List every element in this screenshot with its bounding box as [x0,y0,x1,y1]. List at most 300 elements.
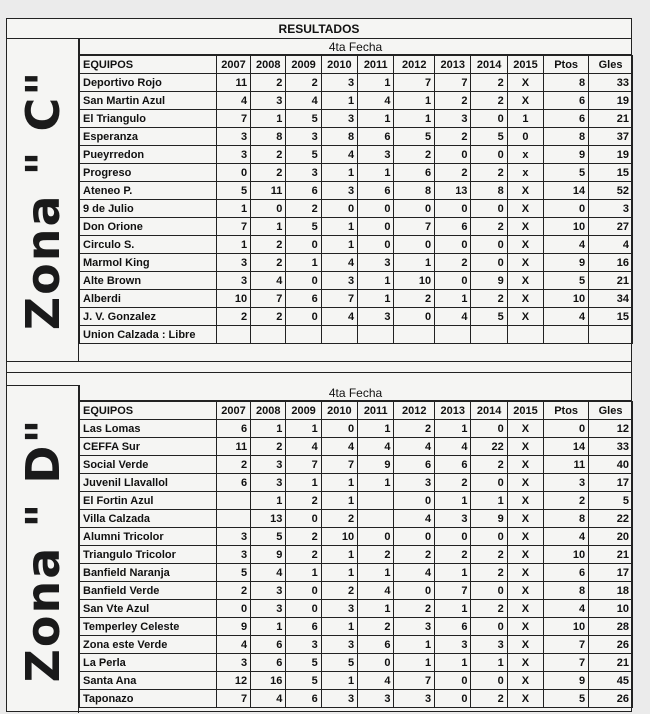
table-cell: 4 [251,272,286,290]
table-cell: 4 [321,308,357,326]
table-cell: 21 [589,654,633,672]
column-header: 2010 [321,56,357,74]
table-cell: 9 [471,510,507,528]
table-cell: 3 [251,92,286,110]
table-cell: 8 [251,128,286,146]
table-row [80,128,633,146]
table-cell: X [507,546,543,564]
table-cell: 1 [286,254,321,272]
table-cell: 2 [435,164,471,182]
table-cell: 3 [471,636,507,654]
table-cell: 3 [435,510,471,528]
table-cell: 0 [471,528,507,546]
table-cell: 4 [394,438,435,456]
table-cell: 0 [394,528,435,546]
table-cell: 0 [471,254,507,272]
table-cell: 4 [216,92,250,110]
table-cell [358,326,394,344]
table-cell: 6 [358,182,394,200]
team-name: Temperley Celeste [80,618,217,636]
table-cell: 3 [286,128,321,146]
table-cell: 3 [544,474,589,492]
column-header: 2007 [216,56,250,74]
table-cell: 0 [394,200,435,218]
table-cell: 21 [589,546,633,564]
table-cell: 4 [321,146,357,164]
column-header: 2008 [251,402,286,420]
table-row [80,272,633,290]
table-cell: 1 [321,164,357,182]
table-cell: 2 [471,690,507,708]
table-cell: 0 [321,200,357,218]
table-cell: 2 [321,510,357,528]
table-cell: 6 [394,456,435,474]
table-cell: 3 [435,636,471,654]
table-cell: X [507,74,543,92]
table-cell: 0 [544,420,589,438]
table-cell: 6 [394,164,435,182]
table-cell: 52 [589,182,633,200]
table-cell: 6 [435,218,471,236]
zone-separator [7,361,631,373]
table-cell: 3 [251,456,286,474]
table-cell: 6 [358,636,394,654]
column-header: 2015 [507,402,543,420]
table-cell: 4 [589,236,633,254]
table-cell: 1 [471,492,507,510]
zone-c-header-row [80,56,633,74]
table-cell: 2 [358,618,394,636]
zone-d-header-row [80,402,633,420]
team-name: Triangulo Tricolor [80,546,217,564]
zone-d-fecha: 4ta Fecha [79,385,631,401]
table-cell: 1 [321,564,357,582]
table-cell: 6 [544,92,589,110]
table-cell [358,510,394,528]
column-header: Gles [589,402,633,420]
table-cell: 14 [544,438,589,456]
table-cell: 1 [435,564,471,582]
table-cell: 3 [321,182,357,200]
table-cell: 12 [589,420,633,438]
table-cell: 19 [589,92,633,110]
table-cell: 2 [251,254,286,272]
table-cell: 6 [544,110,589,128]
table-cell: 4 [358,582,394,600]
table-cell: 10 [321,528,357,546]
table-cell: X [507,528,543,546]
team-name: Circulo S. [80,236,217,254]
table-cell: 45 [589,672,633,690]
table-cell: X [507,510,543,528]
table-cell: 3 [321,110,357,128]
table-row [80,528,633,546]
table-row [80,164,633,182]
table-cell: 2 [435,254,471,272]
table-cell: 1 [507,110,543,128]
table-cell: X [507,272,543,290]
table-cell: 1 [435,654,471,672]
table-cell: 8 [321,128,357,146]
table-cell: 0 [435,528,471,546]
table-cell: 21 [589,110,633,128]
table-cell: 1 [251,110,286,128]
table-cell: 9 [358,456,394,474]
table-cell: 2 [471,164,507,182]
table-cell: 2 [216,308,250,326]
team-name: Zona este Verde [80,636,217,654]
table-cell: 7 [251,290,286,308]
table-cell: 3 [435,110,471,128]
table-cell: 2 [216,582,250,600]
table-cell: 8 [394,182,435,200]
table-row [80,326,633,344]
table-cell: 5 [544,164,589,182]
table-cell: 2 [471,290,507,308]
table-cell: 1 [216,236,250,254]
table-cell: 8 [471,182,507,200]
table-cell: 6 [435,456,471,474]
table-cell: 0 [471,420,507,438]
table-cell: 40 [589,456,633,474]
table-cell: 3 [358,308,394,326]
column-header: 2011 [358,56,394,74]
table-row [80,564,633,582]
table-cell [435,326,471,344]
table-cell: 1 [435,492,471,510]
table-row [80,654,633,672]
table-row [80,456,633,474]
team-name: Alberdi [80,290,217,308]
table-cell: X [507,600,543,618]
table-cell: 8 [544,582,589,600]
table-cell: 1 [321,92,357,110]
table-row [80,690,633,708]
table-row [80,636,633,654]
column-header: EQUIPOS [80,56,217,74]
table-cell: 0 [358,200,394,218]
table-cell: 22 [589,510,633,528]
table-cell: 2 [251,236,286,254]
table-cell: 0 [435,200,471,218]
table-cell: 0 [358,218,394,236]
table-cell: 5 [286,110,321,128]
table-cell: 10 [544,290,589,308]
zone-c-table [79,55,633,344]
table-cell: 2 [471,92,507,110]
table-cell: 2 [286,200,321,218]
table-cell: 10 [394,272,435,290]
table-cell: 4 [251,564,286,582]
table-cell: 1 [358,564,394,582]
table-cell: 2 [286,546,321,564]
column-header: 2012 [394,56,435,74]
table-cell: 4 [544,600,589,618]
team-name: J. V. Gonzalez [80,308,217,326]
table-cell: 3 [251,600,286,618]
table-cell: 3 [251,474,286,492]
table-cell: 37 [589,128,633,146]
table-cell: 2 [358,546,394,564]
table-cell [507,326,543,344]
column-header: 2013 [435,402,471,420]
table-cell: 3 [216,654,250,672]
table-cell: 7 [394,218,435,236]
table-cell: 2 [216,456,250,474]
table-cell: 5 [216,182,250,200]
table-row [80,308,633,326]
table-cell: 13 [435,182,471,200]
table-cell: X [507,582,543,600]
table-cell: 6 [251,636,286,654]
table-cell: 1 [321,492,357,510]
team-name: Alumni Tricolor [80,528,217,546]
table-row [80,200,633,218]
table-row [80,182,633,200]
table-cell: 1 [435,290,471,308]
table-cell: 2 [435,546,471,564]
table-cell: 8 [544,510,589,528]
table-cell: 4 [321,438,357,456]
table-row [80,510,633,528]
table-cell: 1 [251,218,286,236]
table-cell: 1 [358,74,394,92]
table-cell: 2 [471,600,507,618]
column-header: 2009 [286,402,321,420]
table-cell: 7 [321,456,357,474]
table-row [80,546,633,564]
table-cell: 5 [286,672,321,690]
table-cell: 1 [358,290,394,308]
table-cell: 0 [321,420,357,438]
table-cell: 34 [589,290,633,308]
table-cell: 1 [321,618,357,636]
table-cell: 4 [394,510,435,528]
table-cell: 20 [589,528,633,546]
table-cell: 6 [216,474,250,492]
table-row [80,600,633,618]
table-cell: 2 [544,492,589,510]
table-cell: 6 [544,564,589,582]
table-cell: 21 [589,272,633,290]
table-cell: 11 [544,456,589,474]
table-cell: X [507,564,543,582]
table-cell: X [507,236,543,254]
table-cell: 5 [286,654,321,672]
table-cell: 0 [435,672,471,690]
table-cell: 0 [358,236,394,254]
table-cell: 19 [589,146,633,164]
table-cell: 0 [358,654,394,672]
table-cell: 3 [216,272,250,290]
table-cell: X [507,456,543,474]
table-cell: 1 [358,110,394,128]
table-cell: 0 [358,528,394,546]
table-cell: 2 [251,308,286,326]
table-cell: 2 [394,146,435,164]
table-cell: 15 [589,164,633,182]
table-cell: 0 [471,110,507,128]
table-cell: 2 [286,492,321,510]
team-name: Santa Ana [80,672,217,690]
table-cell: 0 [507,128,543,146]
table-row [80,672,633,690]
table-cell: 7 [216,690,250,708]
table-cell: 0 [394,492,435,510]
table-cell: 17 [589,474,633,492]
table-cell: 4 [358,672,394,690]
table-cell: 1 [394,92,435,110]
team-name: Alte Brown [80,272,217,290]
table-cell: X [507,420,543,438]
table-cell: X [507,200,543,218]
table-cell: 10 [544,546,589,564]
table-cell: 1 [358,474,394,492]
table-cell: 5 [286,146,321,164]
table-cell: 2 [394,600,435,618]
table-cell: X [507,308,543,326]
table-cell: 4 [435,308,471,326]
column-header: 2008 [251,56,286,74]
table-cell: 26 [589,636,633,654]
column-header: Gles [589,56,633,74]
table-cell: 5 [251,528,286,546]
table-cell: 4 [286,92,321,110]
table-cell: 0 [286,308,321,326]
table-cell: 7 [435,74,471,92]
table-cell: 11 [216,438,250,456]
table-cell: 0 [286,510,321,528]
table-cell [321,326,357,344]
table-cell: 0 [544,200,589,218]
table-cell: 0 [471,236,507,254]
table-cell: 1 [321,546,357,564]
table-cell: 3 [286,164,321,182]
table-row [80,582,633,600]
team-name: El Triangulo [80,110,217,128]
column-header: 2015 [507,56,543,74]
table-cell: 16 [589,254,633,272]
table-row [80,218,633,236]
table-cell: 9 [251,546,286,564]
table-cell: 7 [544,636,589,654]
table-row [80,236,633,254]
table-cell: 2 [435,474,471,492]
table-cell: 4 [358,438,394,456]
table-cell: 33 [589,438,633,456]
team-name: Villa Calzada [80,510,217,528]
table-cell: 9 [544,254,589,272]
table-cell: 3 [251,582,286,600]
table-cell [216,492,250,510]
column-header: 2014 [471,56,507,74]
table-cell: 4 [544,528,589,546]
table-cell: 9 [216,618,250,636]
table-cell: 0 [286,600,321,618]
table-cell: 0 [216,164,250,182]
table-cell: X [507,254,543,272]
table-cell [471,326,507,344]
table-cell: x [507,164,543,182]
table-cell: X [507,474,543,492]
column-header: 2010 [321,402,357,420]
table-cell: 2 [251,438,286,456]
table-cell: 9 [544,146,589,164]
table-cell: 27 [589,218,633,236]
team-name: Esperanza [80,128,217,146]
table-cell: 3 [321,600,357,618]
table-cell: 4 [358,92,394,110]
table-cell: 1 [251,420,286,438]
table-cell: 15 [589,308,633,326]
table-cell: 3 [358,254,394,272]
table-row [80,438,633,456]
table-cell: 5 [394,128,435,146]
table-cell: 0 [471,618,507,636]
table-cell: 8 [544,128,589,146]
table-cell: 5 [321,654,357,672]
table-cell: 2 [321,582,357,600]
table-cell: 6 [286,290,321,308]
team-name: 9 de Julio [80,200,217,218]
table-row [80,420,633,438]
table-cell: 5 [216,564,250,582]
table-cell: 0 [435,272,471,290]
table-cell: 1 [216,200,250,218]
table-cell: 2 [251,146,286,164]
table-cell: 4 [321,254,357,272]
table-cell: 6 [435,618,471,636]
team-name: Don Orione [80,218,217,236]
column-header: Ptos [544,402,589,420]
table-cell: 28 [589,618,633,636]
table-cell: 3 [216,528,250,546]
table-cell: 9 [544,672,589,690]
table-cell: 1 [394,636,435,654]
table-cell: 1 [251,618,286,636]
table-cell [589,326,633,344]
table-cell: 0 [394,308,435,326]
table-cell: 6 [286,690,321,708]
table-row [80,618,633,636]
team-name: Union Calzada : Libre [80,326,217,344]
table-cell: 11 [216,74,250,92]
table-cell: 0 [435,236,471,254]
team-name: Pueyrredon [80,146,217,164]
table-cell: 2 [471,74,507,92]
table-cell: 1 [286,474,321,492]
table-cell: 5 [544,690,589,708]
table-cell: 2 [251,164,286,182]
table-cell: 0 [471,672,507,690]
table-cell: 2 [435,128,471,146]
team-name: Social Verde [80,456,217,474]
table-cell: 3 [394,690,435,708]
table-cell: 7 [321,290,357,308]
table-cell: 7 [435,582,471,600]
table-cell: 1 [321,672,357,690]
table-cell: 3 [216,128,250,146]
table-cell: 0 [435,690,471,708]
table-cell: X [507,438,543,456]
table-cell: 1 [435,420,471,438]
table-cell: 2 [251,74,286,92]
team-name: Taponazo [80,690,217,708]
column-header: 2012 [394,402,435,420]
table-cell: X [507,290,543,308]
table-cell: 4 [544,308,589,326]
table-cell: 7 [216,218,250,236]
